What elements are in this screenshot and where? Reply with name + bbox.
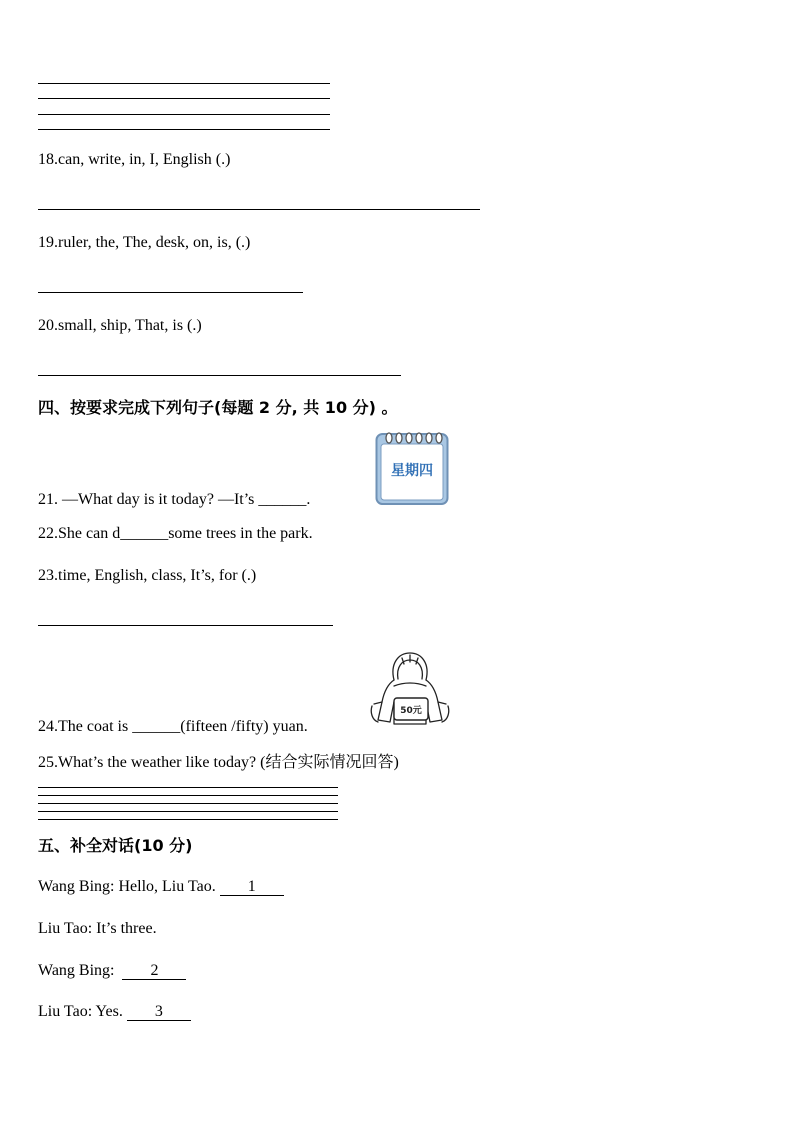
dialogue-blank-1[interactable]: 1 [220, 878, 284, 896]
coat-picture [364, 650, 456, 728]
answer-line[interactable] [38, 114, 330, 115]
answer-line-25[interactable] [38, 811, 338, 812]
answer-line[interactable] [38, 83, 330, 84]
answer-line-25[interactable] [38, 803, 338, 804]
dialogue-blank-2[interactable]: 2 [122, 962, 186, 980]
question-21: 21. —What day is it today? —It’s ______. [38, 491, 311, 508]
line-text: Hello, Liu Tao. [118, 878, 216, 895]
answer-line-25[interactable] [38, 819, 338, 820]
calendar-label: 星期四 [391, 463, 433, 479]
question-25: 25.What’s the weather like today? (结合实际情况回答) [38, 754, 399, 771]
dialogue-line-2 [38, 919, 157, 939]
question-22: 22.She can d______some trees in the park. [38, 525, 313, 542]
answer-line-18[interactable] [38, 209, 480, 210]
question-20: 20.small, ship, That, is (.) [38, 317, 202, 334]
answer-line-19[interactable] [38, 292, 303, 293]
speaker: Wang Bing: [38, 962, 115, 979]
speaker: Liu Tao: [38, 1003, 93, 1020]
answer-line-25[interactable] [38, 795, 338, 796]
question-24: 24.The coat is ______(fifteen /fifty) yuan. [38, 718, 308, 735]
question-23: 23.time, English, class, It’s, for (.) [38, 567, 257, 584]
section-5-heading: 五、补全对话(10 分) [38, 836, 193, 855]
speaker: Wang Bing: [38, 878, 115, 895]
price-tag: 50元 [400, 706, 422, 716]
answer-line[interactable] [38, 129, 330, 130]
answer-line[interactable] [38, 98, 330, 99]
calendar-icon [375, 430, 449, 506]
question-18: 18.can, write, in, I, English (.) [38, 151, 231, 168]
question-19: 19.ruler, the, The, desk, on, is, (.) [38, 234, 251, 251]
answer-line-25[interactable] [38, 787, 338, 788]
dialogue-blank-3[interactable]: 3 [127, 1003, 191, 1021]
answer-line-20[interactable] [38, 375, 401, 376]
line-text: Yes. [95, 1003, 123, 1020]
line-text: It’s three. [96, 920, 157, 937]
dialogue-line-3 [38, 961, 186, 981]
speaker: Liu Tao: [38, 920, 93, 937]
dialogue-line-4 [38, 1002, 191, 1022]
answer-line-23[interactable] [38, 625, 333, 626]
section-4-heading: 四、按要求完成下列句子(每题 2 分, 共 10 分) 。 [38, 398, 398, 417]
dialogue-line-1 [38, 877, 284, 897]
